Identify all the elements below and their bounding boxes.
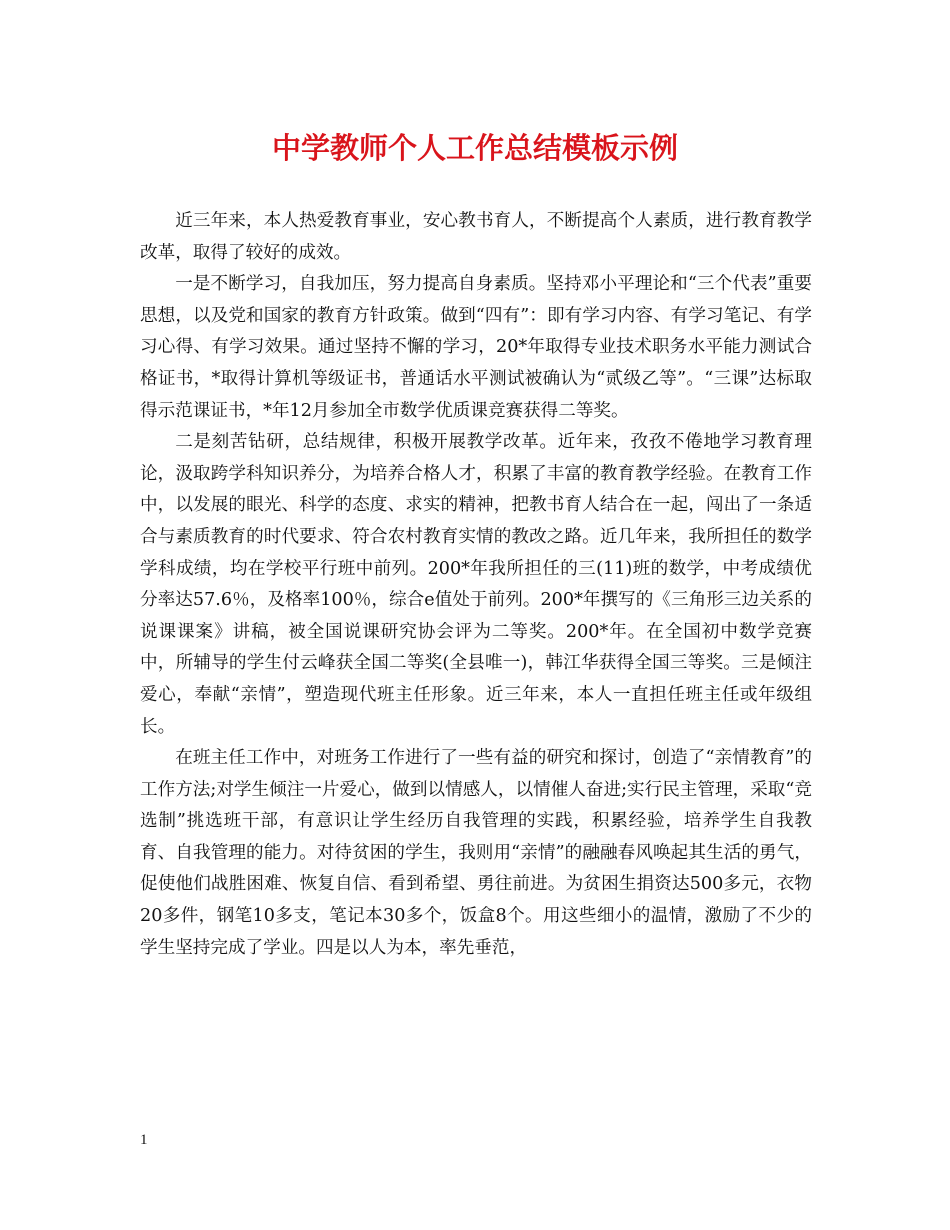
- page-number: 1: [140, 1132, 148, 1148]
- paragraph-reform: 二是刻苦钻研，总结规律，积极开展教学改革。近年来，孜孜不倦地学习教育理论，汲取跨学科知识养分，为培养合格人才，积累了丰富的教育教学经验。在教育工作中，以发展的眼光、科学的态度、求实的精神，把教书育人结合在一起，闯出了一条适合与素质教育的时代要求、符合农村教育实情的教改之路。近几年来，我所担任的数学学科成绩，均在学校平行班中前列。200*年我所担任的三(11)班的数学，中考成绩优分率达57.6％，及格率100％，综合e值处于前列。200*年撰写的《三角形三边关系的说课课案》讲稿，被全国说课研究协会评为二等奖。200*年。在全国初中数学竞赛中，所辅导的学生付云峰获全国二等奖(全县唯一)，韩江华获得全国三等奖。三是倾注爱心，奉献“亲情”，塑造现代班主任形象。近三年来，本人一直担任班主任或年级组长。: [140, 432, 812, 737]
- paragraph-intro: 近三年来，本人热爱教育事业，安心教书育人，不断提高个人素质，进行教育教学改革，取得了较好的成效。: [140, 211, 812, 263]
- document-title: 中学教师个人工作总结模板示例: [271, 131, 678, 165]
- paragraph-class-teacher: 在班主任工作中，对班务工作进行了一些有益的研究和探讨，创造了“亲情教育”的工作方法;对学生倾注一片爱心，做到以情感人，以情催人奋进;实行民主管理，采取“竞选制”挑选班干部，有意识让学生经历自我管理的实践，积累经验，培养学生自我教育、自我管理的能力。对待贫困的学生，我则用“亲情”的融融春风唤起其生活的勇气，促使他们战胜困难、恢复自信、看到希望、勇往前进。为贫困生捐资达500多元，衣物20多件，钢笔10多支，笔记本30多个，饭盒8个。用这些细小的温情，激励了不少的学生坚持完成了学业。四是以人为本，率先垂范，: [140, 748, 812, 958]
- paragraph-study: 一是不断学习，自我加压，努力提高自身素质。坚持邓小平理论和“三个代表”重要思想，以及党和国家的教育方针政策。做到“四有”：即有学习内容、有学习笔记、有学习心得、有学习效果。通过坚持不懈的学习，20*年取得专业技术职务水平能力测试合格证书，*取得计算机等级证书，普通话水平测试被确认为“贰级乙等”。“三课”达标取得示范课证书，*年12月参加全市数学优质课竞赛获得二等奖。: [140, 274, 812, 421]
- document-body: [140, 206, 812, 964]
